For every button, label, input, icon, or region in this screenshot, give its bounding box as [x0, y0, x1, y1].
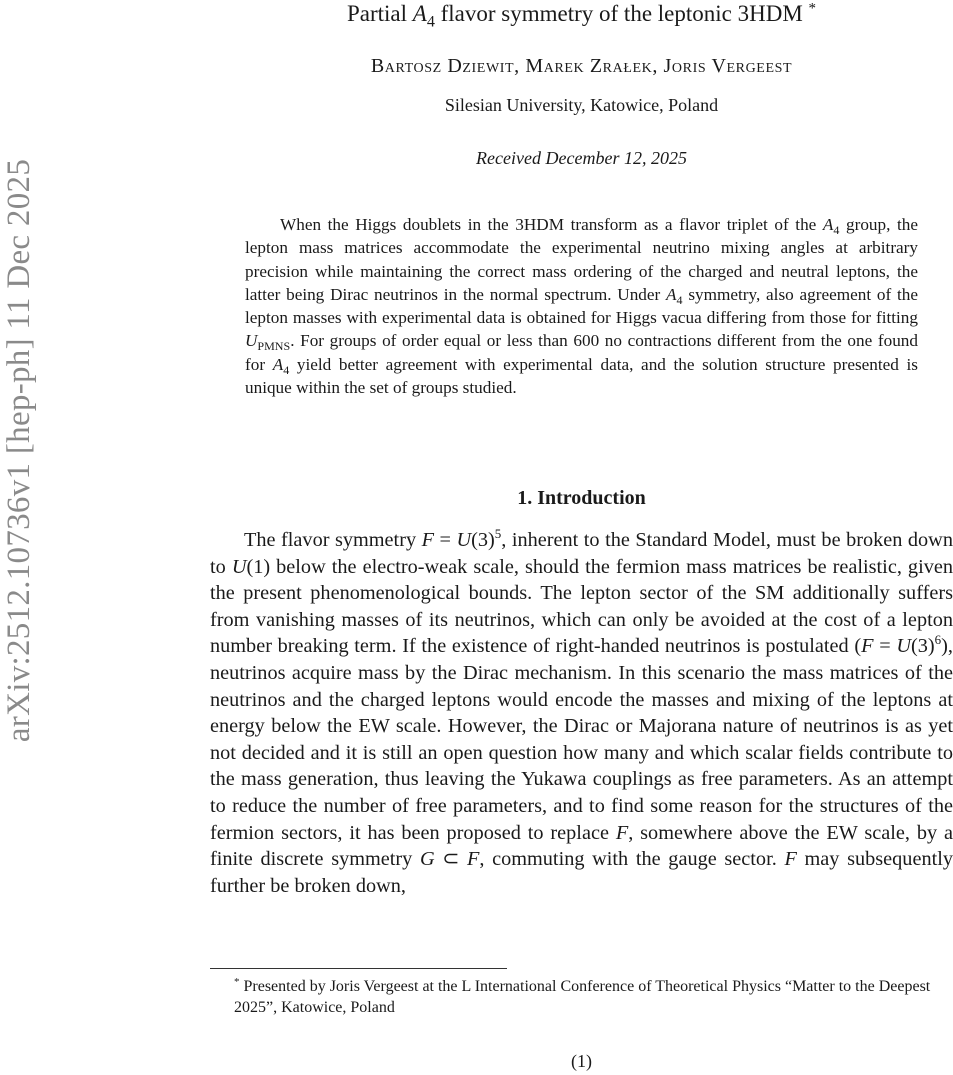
- introduction-paragraph: The flavor symmetry $F = U(3)^5$, inherent to the Standard Model, must be broken down to U(1) below the electro-weak scale, should the fermion mass matrices be realistic, given the present phenomenological bounds. The lepton sector of the SM additionally suffers from vanishing masses of its neutrinos, which can only be avoided at the cost of a lepton number breaking term. If the existence of right-handed neutrinos is postulated $(F = U(3)^6)$, neutrinos acquire mass by the Dirac mechanism. In this scenario the mass matrices of the neutrinos and the charged leptons would encode the masses and mixing of the leptons at energy below the EW scale. However, the Dirac or Majorana nature of neutrinos is as yet not decided and it is still an open question how many and which scalar fields contribute to the mass generation, thus leaving the Yukawa couplings as free parameters. As an attempt to reduce the number of free parameters, and to find some reason for the structures of the fermion sectors, it has been proposed to replace F, somewhere above the EW scale, by a finite discrete symmetry G ⊂ F, commuting with the gauge sector. F may subsequently further be broken down,: [210, 526, 953, 897]
- affiliation: Silesian University, Katowice, Poland: [444, 95, 719, 115]
- footnote-divider: [210, 968, 507, 969]
- paper-title: Partial $A_4$ flavor symmetry of the leptonic 3HDM *: [346, 0, 817, 31]
- arxiv-identifier-text: arXiv:2512.10736v1 [hep-ph] 11 Dec 2025: [1, 158, 38, 742]
- abstract: When the Higgs doublets in the 3HDM transform as a flavor triplet of the $A_4$ group, the lepton mass matrices accommodate the experimental neutrino mixing angles at arbitrary precision while maintaining the correct mass ordering of the charged and neutral leptons, the latter being Dirac neutrinos in the normal spectrum. Under $A_4$ symmetry, also agreement of the lepton masses with experimental data is obtained for Higgs vacua differing from those for fitting $U_{PMNS}$. For groups of order equal or less than 600 no contractions different from the one found for $A_4$ yield better agreement with experimental data, and the solution structure presented is unique within the set of groups studied.: [245, 215, 918, 398]
- section-heading: 1. Introduction: [517, 487, 646, 509]
- author-list: Bartosz Dziewit, Marek Zrałek, Joris Vergeest: [370, 55, 793, 77]
- title-footnote-mark: *: [808, 0, 817, 17]
- page-number: (1): [571, 1051, 592, 1071]
- arxiv-identifier: [0, 80, 40, 820]
- footnote-text: Presented by Joris Vergeest at the L International Conference of Theoretical Physics “Matter to the Deepest 2025”, Katowice, Poland: [234, 978, 931, 1016]
- received-date: Received December 12, 2025: [476, 148, 687, 168]
- footnote: [234, 976, 953, 1018]
- footnote-mark: *: [234, 975, 240, 988]
